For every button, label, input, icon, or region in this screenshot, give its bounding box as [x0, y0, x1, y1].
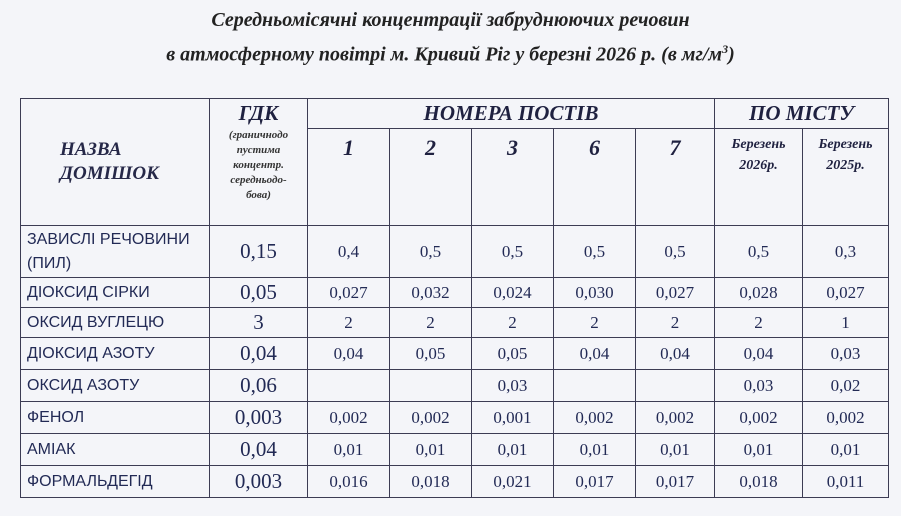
row-value: 2	[636, 308, 715, 338]
row-name: АМІАК	[21, 434, 210, 466]
document-title	[0, 6, 901, 70]
row-value: 0,01	[308, 434, 390, 466]
row-value: 0,027	[636, 278, 715, 308]
row-value: 1	[803, 308, 889, 338]
row-value: 0,03	[715, 370, 803, 402]
row-value: 2	[554, 308, 636, 338]
title-line-1: Середньомісячні концентрації забруднюючих речовин	[211, 9, 690, 31]
row-value: 0,011	[803, 466, 889, 498]
row-value: 0,017	[554, 466, 636, 498]
row-value: 0,002	[554, 402, 636, 434]
header-post-3: 3	[472, 129, 554, 226]
row-value: 0,01	[715, 434, 803, 466]
row-value: 0,01	[390, 434, 472, 466]
header-gdk	[210, 99, 308, 226]
row-value: 2	[308, 308, 390, 338]
title-line-2-main: в атмосферному повітрі м. Кривий Ріг у березні 2026 р. (в мг/м	[166, 43, 723, 66]
row-value: 0,024	[472, 278, 554, 308]
row-value: 0,027	[308, 278, 390, 308]
row-value: 0,016	[308, 466, 390, 498]
row-gdk: 0,06	[210, 370, 308, 402]
row-value: 0,01	[803, 434, 889, 466]
header-post-7: 7	[636, 129, 715, 226]
header-city-group: ПО МІСТУ	[715, 99, 889, 129]
row-value: 0,021	[472, 466, 554, 498]
header-gdk-label: ГДК	[238, 101, 279, 125]
row-value: 0,028	[715, 278, 803, 308]
row-value: 0,04	[636, 338, 715, 370]
row-name: ФОРМАЛЬДЕГІД	[21, 466, 210, 498]
header-substance-name	[21, 99, 210, 226]
row-value: 0,01	[554, 434, 636, 466]
row-gdk: 0,003	[210, 466, 308, 498]
row-value: 0,030	[554, 278, 636, 308]
table-row	[21, 402, 889, 434]
header-city-2026	[715, 129, 803, 226]
row-gdk: 3	[210, 308, 308, 338]
header-city-2025	[803, 129, 889, 226]
header-substance-name-label: НАЗВА ДОМІШОК	[60, 139, 159, 184]
row-value: 0,04	[715, 338, 803, 370]
table-row	[21, 226, 889, 278]
row-value: 0,02	[803, 370, 889, 402]
row-value: 2	[390, 308, 472, 338]
row-name: ФЕНОЛ	[21, 402, 210, 434]
row-value: 0,01	[472, 434, 554, 466]
row-name: ДІОКСИД СІРКИ	[21, 278, 210, 308]
table-row	[21, 278, 889, 308]
row-value	[390, 370, 472, 402]
row-value: 0,002	[636, 402, 715, 434]
table-row	[21, 370, 889, 402]
row-value: 0,002	[803, 402, 889, 434]
row-value: 0,001	[472, 402, 554, 434]
title-line-2	[0, 35, 901, 70]
row-value: 0,5	[390, 226, 472, 278]
header-city-2026-label: Березень 2026р.	[731, 137, 786, 173]
row-value	[554, 370, 636, 402]
row-value	[308, 370, 390, 402]
header-post-2: 2	[390, 129, 472, 226]
header-city-2025-label: Березень 2025р.	[818, 137, 873, 173]
title-line-2-end: )	[728, 43, 735, 66]
row-gdk: 0,05	[210, 278, 308, 308]
row-value: 0,4	[308, 226, 390, 278]
row-value: 0,03	[472, 370, 554, 402]
row-value: 0,002	[390, 402, 472, 434]
row-value: 0,032	[390, 278, 472, 308]
row-value: 0,027	[803, 278, 889, 308]
row-value: 0,002	[308, 402, 390, 434]
row-value: 0,5	[715, 226, 803, 278]
row-gdk: 0,003	[210, 402, 308, 434]
row-name: ДІОКСИД АЗОТУ	[21, 338, 210, 370]
header-posts-group: НОМЕРА ПОСТІВ	[308, 99, 715, 129]
table-row	[21, 466, 889, 498]
table-row	[21, 338, 889, 370]
header-post-6: 6	[554, 129, 636, 226]
row-value: 0,018	[715, 466, 803, 498]
row-value: 0,017	[636, 466, 715, 498]
row-gdk: 0,04	[210, 338, 308, 370]
row-value: 0,5	[472, 226, 554, 278]
header-post-1: 1	[308, 129, 390, 226]
header-gdk-note: (граничнодо пустима концентр. середньодо- бова)	[228, 129, 289, 201]
title-unit-exponent: 3	[722, 42, 729, 56]
row-value: 2	[472, 308, 554, 338]
row-value: 0,01	[636, 434, 715, 466]
row-value: 0,5	[636, 226, 715, 278]
row-value: 0,5	[554, 226, 636, 278]
row-value: 0,002	[715, 402, 803, 434]
pollutant-table	[20, 98, 889, 498]
row-gdk: 0,15	[210, 226, 308, 278]
row-name: ОКСИД ВУГЛЕЦЮ	[21, 308, 210, 338]
row-value: 0,03	[803, 338, 889, 370]
row-value: 0,04	[308, 338, 390, 370]
row-gdk: 0,04	[210, 434, 308, 466]
row-value: 0,04	[554, 338, 636, 370]
row-value	[636, 370, 715, 402]
row-value: 0,05	[472, 338, 554, 370]
row-value: 0,05	[390, 338, 472, 370]
table-row	[21, 434, 889, 466]
row-value: 0,3	[803, 226, 889, 278]
row-value: 0,018	[390, 466, 472, 498]
row-name: ЗАВИСЛІ РЕЧОВИНИ (ПИЛ)	[21, 226, 210, 278]
row-value: 2	[715, 308, 803, 338]
row-name: ОКСИД АЗОТУ	[21, 370, 210, 402]
table-row	[21, 308, 889, 338]
